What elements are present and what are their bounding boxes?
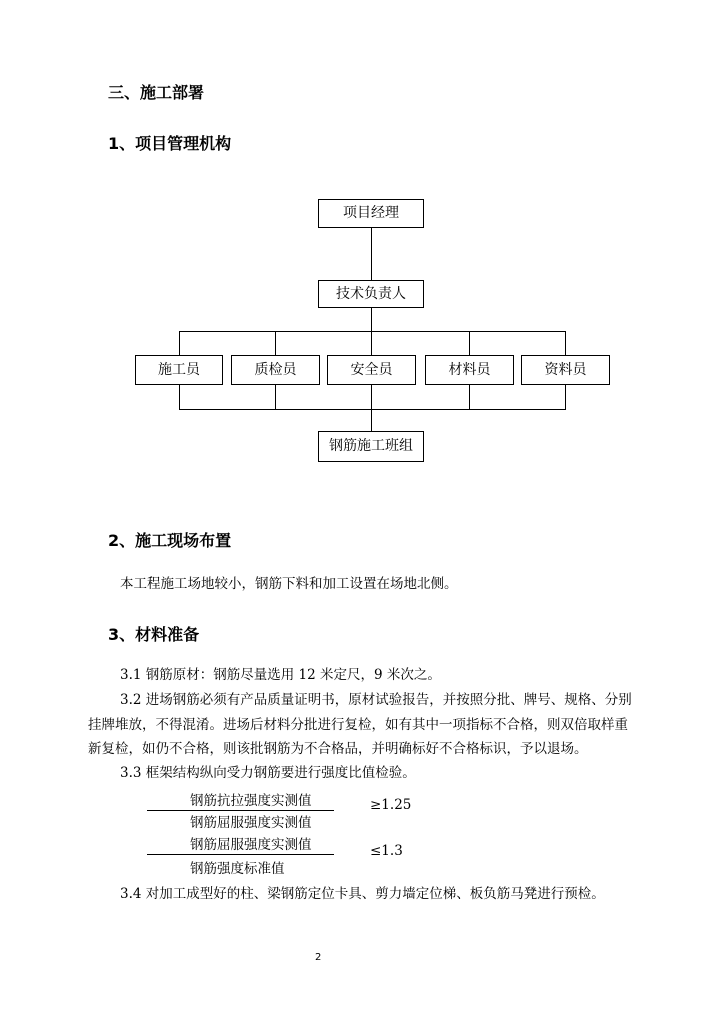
- connector: [371, 385, 372, 431]
- connector: [371, 331, 372, 355]
- ratio-condition: ≤1.3: [370, 843, 403, 859]
- connector: [565, 331, 566, 355]
- connector: [179, 331, 180, 355]
- connector: [179, 409, 566, 410]
- connector: [179, 331, 566, 332]
- connector: [275, 385, 276, 409]
- org-box-team: 钢筋施工班组: [318, 431, 424, 462]
- subsection-heading-site: 2、施工现场布置: [108, 531, 232, 550]
- connector: [469, 385, 470, 409]
- org-box-role: 施工员: [135, 355, 223, 385]
- section-heading: 三、施工部署: [108, 83, 205, 102]
- paragraph: 3.4 对加工成型好的柱、梁钢筋定位卡具、剪力墙定位梯、板负筋马凳进行预检。: [120, 886, 605, 902]
- fraction-numerator: 钢筋抗拉强度实测值: [190, 793, 312, 809]
- paragraph: 新复检，如仍不合格，则该批钢筋为不合格品，并明确标好不合格标识，予以退场。: [88, 741, 588, 757]
- fraction-bar: [147, 810, 334, 811]
- paragraph: 3.3 框架结构纵向受力钢筋要进行强度比值检验。: [120, 765, 416, 781]
- paragraph: 3.1 钢筋原材：钢筋尽量选用 12 米定尺，9 米次之。: [120, 667, 441, 683]
- org-box-role: 材料员: [425, 355, 514, 385]
- connector: [565, 385, 566, 409]
- subsection-heading-org: 1、项目管理机构: [108, 134, 232, 153]
- org-box-role: 资料员: [521, 355, 610, 385]
- org-box-role: 质检员: [231, 355, 320, 385]
- connector: [179, 385, 180, 409]
- fraction-denominator: 钢筋屈服强度实测值: [190, 815, 312, 831]
- page-number: 2: [315, 952, 322, 963]
- fraction-numerator: 钢筋屈服强度实测值: [190, 837, 312, 853]
- ratio-condition: ≥1.25: [370, 797, 412, 813]
- org-box-manager: 项目经理: [318, 199, 424, 228]
- org-box-role: 安全员: [327, 355, 416, 385]
- subsection-heading-materials: 3、材料准备: [108, 625, 200, 644]
- connector: [371, 228, 372, 280]
- connector: [275, 331, 276, 355]
- paragraph: 3.2 进场钢筋必须有产品质量证明书，原材试验报告，并按照分批、牌号、规格、分别: [120, 692, 632, 708]
- connector: [371, 308, 372, 331]
- fraction-bar: [147, 854, 334, 855]
- paragraph: 本工程施工场地较小，钢筋下料和加工设置在场地北侧。: [120, 576, 458, 592]
- fraction-denominator: 钢筋强度标准值: [190, 861, 285, 877]
- connector: [469, 331, 470, 355]
- org-box-tech-lead: 技术负责人: [318, 280, 424, 308]
- paragraph: 挂牌堆放，不得混淆。进场后材料分批进行复检，如有其中一项指标不合格，则双倍取样重: [88, 717, 628, 733]
